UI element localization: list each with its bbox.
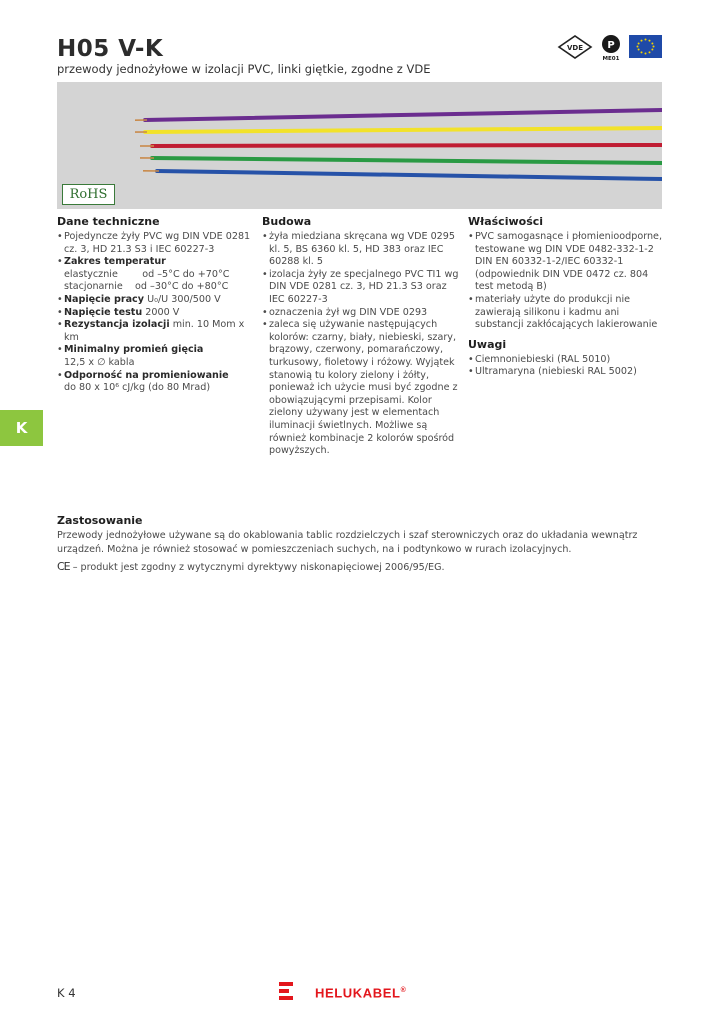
notes-heading: Uwagi [468,337,507,351]
list-item: • Napięcie pracy U₀/U 300/500 V [57,294,257,307]
list-item: • Ciemnoniebieski (RAL 5010) [468,354,668,367]
list-item: elastycznie od –5°C do +70°C [64,268,230,280]
wire-red [140,145,662,146]
technical-data-section [57,215,257,395]
list-item: • Odporność na promieniowanie [57,370,257,383]
page-title: H05 V-K [57,36,164,62]
application-text: Przewody jednożyłowe używane są do okablowania tablic rozdzielczych i szaf sterowniczych oraz do układania wewnątrz urządzeń. Można je również stosować w pomieszczeniach suchych, na i podtynkowo w rurach izolacyjnych. [57,530,638,555]
list-item: • oznaczenia żył wg DIN VDE 0293 [262,307,462,320]
list-item: • izolacja żyły ze specjalnego PVC TI1 wg DIN VDE 0281 cz. 3, HD 21.3 S3 oraz IEC 60227-3 [262,269,462,307]
list-item: 12,5 x ∅ kabla [64,356,135,368]
page-subtitle: przewody jednożyłowe w izolacji PVC, linki giętkie, zgodne z VDE [57,62,431,76]
wire-yellow [135,128,662,132]
list-item: • zaleca się używanie następujących kolorów: czarny, biały, niebieski, szary, brązowy, czerwony, pomarańczowy, turkusowy, fioletowy i różowy. Wyjątek stanowią tu kolory zielony i żółty, ponieważ ich użycie musi być zgodne z obowiązującymi przepisami. Kolor zielony używany jest w elementach iluminacji świetlnych. Możliwe są również kombinacje 2 kolorów spośród powyższych. [262,319,462,458]
vde-mark-label: VDE [566,44,584,52]
wire-purple [135,110,662,120]
list-item: • Ultramaryna (niebieski RAL 5002) [468,366,668,379]
helukabel-wordmark: HELUKABEL® [315,985,407,1001]
section-tab: K [0,410,43,446]
wire-illustration [57,82,662,209]
ce-mark-icon: CE [57,560,70,573]
list-item: do 80 x 10⁶ cJ/kg (do 80 Mrad) [64,382,211,394]
application-section [57,514,667,575]
list-item: stacjonarnie od –30°C do +80°C [64,281,229,293]
certification-logos [557,33,663,63]
pct-code: ME01 [602,56,620,62]
helukabel-logo-icon [279,982,309,1000]
technical-data-heading: Dane techniczne [57,215,160,228]
properties-section [468,215,668,379]
properties-heading: Właściwości [468,215,544,228]
helukabel-logo [279,982,444,1000]
construction-heading: Budowa [262,215,312,228]
construction-section [262,215,462,458]
page-number: K 4 [57,986,76,1000]
wire-blue [143,171,662,179]
product-photo [57,82,662,209]
eu-flag-icon [629,35,662,58]
list-item: • Zakres temperatur [57,256,257,269]
pct-mark-icon [602,35,620,62]
list-item: • Pojedyncze żyły PVC wg DIN VDE 0281 cz. 3, HD 21.3 S3 i IEC 60227-3 [57,231,257,256]
ce-conformity-line [57,560,667,575]
list-item: • żyła miedziana skręcana wg VDE 0295 kl. 5, BS 6360 kl. 5, HD 383 oraz IEC 60288 kl. 5 [262,231,462,269]
list-item: • Rezystancja izolacji min. 10 Mom x km [57,319,257,344]
wire-green [140,158,662,163]
ce-conformity-text: – produkt jest zgodny z wytycznymi dyrektywy niskonapięciowej 2006/95/EG. [72,562,445,573]
rohs-badge: RoHS [62,184,115,205]
vde-mark-icon [559,36,591,58]
svg-text:P: P [607,40,615,51]
list-item: • Napięcie testu 2000 V [57,307,257,320]
list-item: • Minimalny promień gięcia [57,344,257,357]
application-heading: Zastosowanie [57,514,143,527]
list-item: • PVC samogasnące i płomienioodporne, testowane wg DIN VDE 0482-332-1-2 DIN EN 60332-1-2/IEC 60332-1 (odpowiednik DIN VDE 0472 cz. 804 test metodą B) [468,231,668,294]
list-item: • materiały użyte do produkcji nie zawierają silikonu i kadmu ani substancji zakłócających lakierowanie [468,294,668,332]
